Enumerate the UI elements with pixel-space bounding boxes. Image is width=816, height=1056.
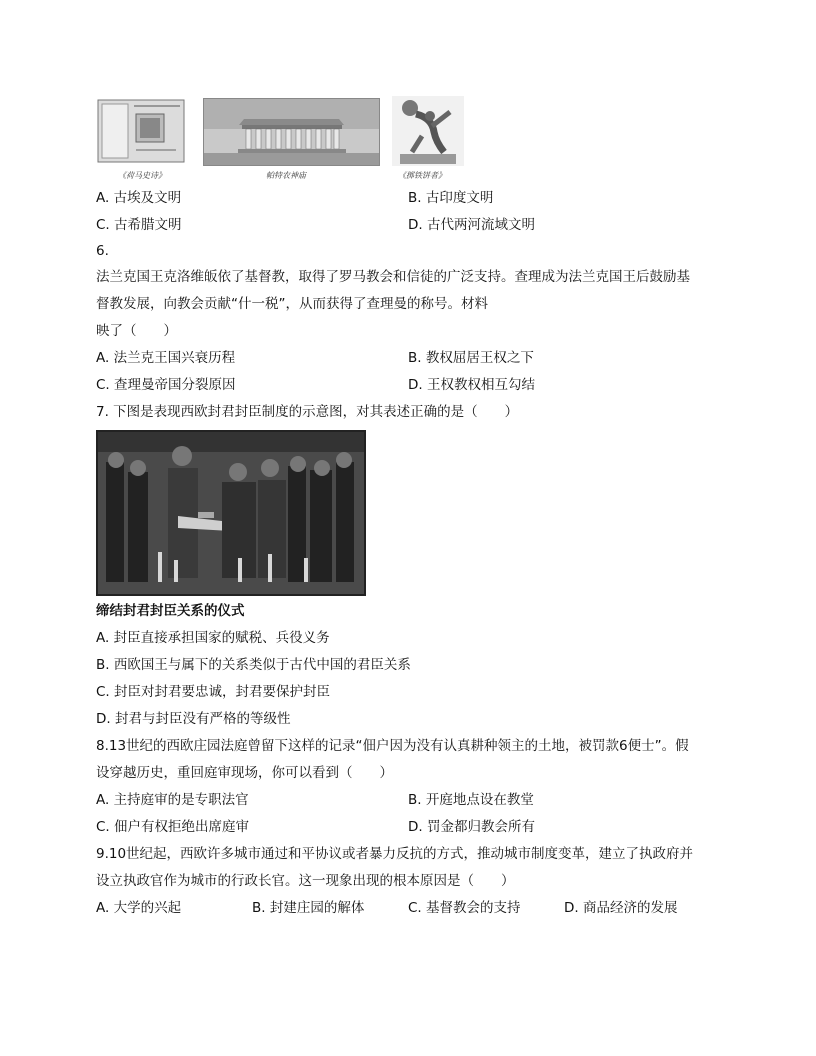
- q5-option-d: D. 古代两河流域文明: [408, 217, 535, 233]
- parthenon-caption: 帕特农神庙: [266, 171, 306, 180]
- q6-stem-line3: 映了（ ）: [96, 323, 177, 339]
- q6-stem-line2: 督教发展，向教会贡献“什一税”，从而获得了查理曼的称号。材料: [96, 296, 488, 312]
- q5-option-a: A. 古埃及文明: [96, 190, 182, 206]
- q8-stem-line2: 设穿越历史，重回庭审现场，你可以看到（ ）: [96, 765, 393, 781]
- q9-stem-line1: 9.10世纪起，西欧许多城市通过和平协议或者暴力反抗的方式，推动城市制度变革，建立了执政府并: [96, 846, 694, 862]
- discobolus-image: [392, 96, 464, 166]
- q9-option-a: A. 大学的兴起: [96, 900, 182, 916]
- q8-option-d: D. 罚金都归教会所有: [408, 819, 535, 835]
- homer-epic-image: [96, 96, 188, 166]
- q9-option-b: B. 封建庄园的解体: [252, 900, 365, 916]
- q7-option-b: B. 西欧国王与属下的关系类似于古代中国的君臣关系: [96, 657, 411, 673]
- q7-image-caption: 缔结封君封臣关系的仪式: [96, 603, 245, 619]
- q6-option-c: C. 查理曼帝国分裂原因: [96, 377, 236, 393]
- q9-option-c: C. 基督教会的支持: [408, 900, 521, 916]
- discobolus-caption: 《掷铁饼者》: [398, 171, 446, 180]
- q8-option-c: C. 佃户有权拒绝出席庭审: [96, 819, 250, 835]
- q8-stem-line1: 8.13世纪的西欧庄园法庭曾留下这样的记录“佃户因为没有认真耕种领主的土地，被罚款6便士”。假: [96, 738, 689, 754]
- q9-option-d: D. 商品经济的发展: [564, 900, 678, 916]
- q7-stem: 7. 下图是表现西欧封君封臣制度的示意图，对其表述正确的是（ ）: [96, 404, 519, 420]
- q7-option-a: A. 封臣直接承担国家的赋税、兵役义务: [96, 630, 330, 646]
- q8-option-b: B. 开庭地点设在教堂: [408, 792, 534, 808]
- parthenon-image: [203, 98, 380, 166]
- vassal-ceremony-image: [96, 430, 366, 596]
- q9-stem-line2: 设立执政官作为城市的行政长官。这一现象出现的根本原因是（ ）: [96, 873, 515, 889]
- q7-option-d: D. 封君与封臣没有严格的等级性: [96, 711, 291, 727]
- q8-option-a: A. 主持庭审的是专职法官: [96, 792, 249, 808]
- q6-option-a: A. 法兰克王国兴衰历程: [96, 350, 236, 366]
- q6-option-d: D. 王权教权相互勾结: [408, 377, 535, 393]
- q7-option-c: C. 封臣对封君要忠诚，封君要保护封臣: [96, 684, 331, 700]
- q6-option-b: B. 教权屈居王权之下: [408, 350, 534, 366]
- q5-option-c: C. 古希腊文明: [96, 217, 182, 233]
- q6-stem-line1: 法兰克国王克洛维皈依了基督教，取得了罗马教会和信徒的广泛支持。查理成为法兰克国王后鼓励基: [96, 269, 690, 285]
- q5-option-b: B. 古印度文明: [408, 190, 494, 206]
- homer-epic-caption: 《荷马史诗》: [118, 171, 166, 180]
- q6-number: 6.: [96, 243, 109, 259]
